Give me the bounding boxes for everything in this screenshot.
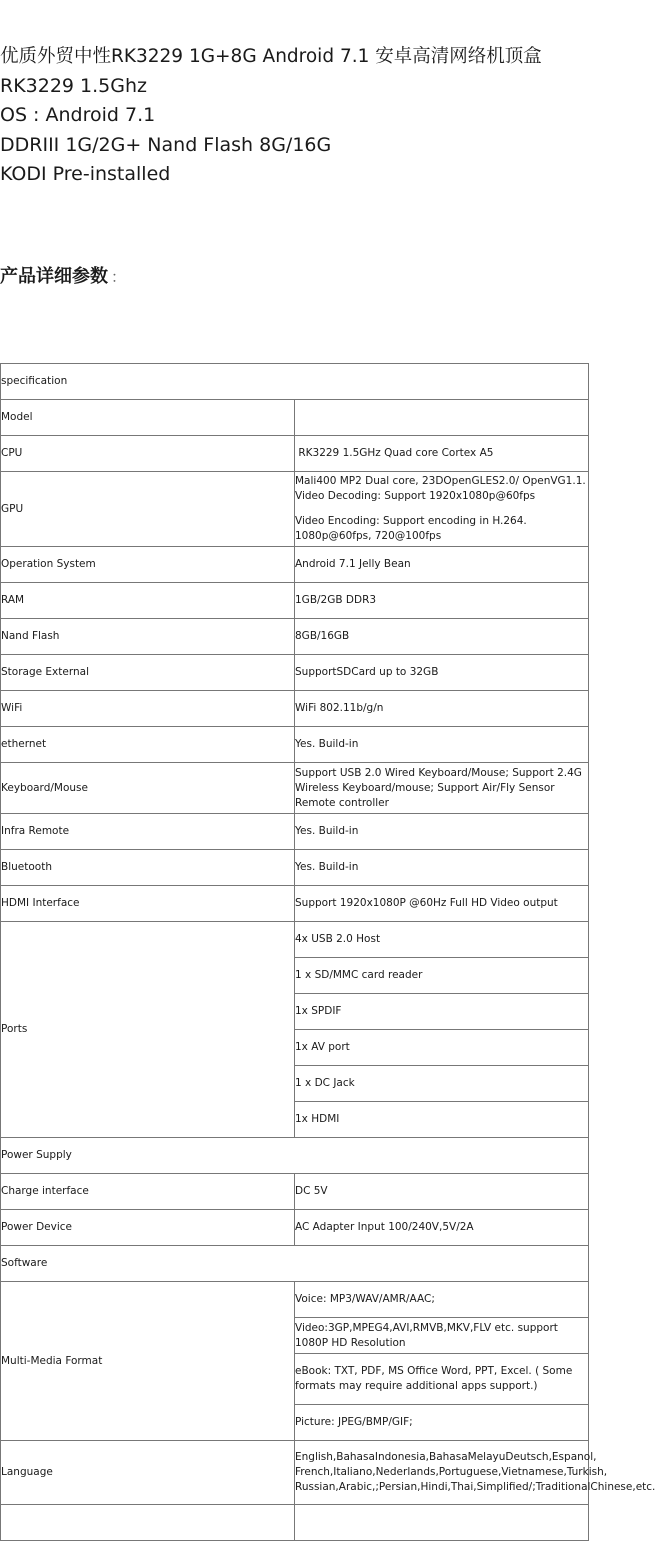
label-empty [1, 1505, 295, 1541]
value-port: 1x AV port [295, 1030, 589, 1066]
label-cpu: CPU [1, 436, 295, 472]
intro-line-kodi: KODI Pre-installed [0, 163, 171, 186]
value-keyboard: Support USB 2.0 Wired Keyboard/Mouse; Support 2.4G Wireless Keyboard/mouse; Support Air/Fly Sensor Remote controller [295, 763, 589, 814]
value-multimedia: Video:3GP,MPEG4,AVI,RMVB,MKV,FLV etc. support 1080P HD Resolution [295, 1318, 589, 1354]
table-row [1, 691, 589, 727]
section-title-text: 产品详细参数 [0, 266, 108, 287]
value-model [295, 400, 589, 436]
label-hdmi: HDMI Interface [1, 886, 295, 922]
table-row [1, 1282, 589, 1318]
value-gpu-encoding: Video Encoding: Support encoding in H.264. 1080p@60fps, 720@100fps [295, 515, 527, 542]
table-row [1, 1210, 589, 1246]
label-os: Operation System [1, 547, 295, 583]
table-row [1, 763, 589, 814]
table-row [1, 1246, 589, 1282]
label-charge: Charge interface [1, 1174, 295, 1210]
table-row [1, 1138, 589, 1174]
value-wifi: WiFi 802.11b/g/n [295, 691, 589, 727]
label-multimedia: Multi-Media Format [1, 1282, 295, 1441]
label-bluetooth: Bluetooth [1, 850, 295, 886]
label-gpu: GPU [1, 472, 295, 547]
label-ethernet: ethernet [1, 727, 295, 763]
intro-line-cpu: RK3229 1.5Ghz [0, 74, 148, 97]
value-multimedia: eBook: TXT, PDF, MS Office Word, PPT, Excel. ( Some formats may require additional apps support.) [295, 1354, 589, 1405]
value-empty [295, 1505, 589, 1541]
value-gpu-decoding: Mali400 MP2 Dual core, 23DOpenGLES2.0/ OpenVG1.1. Video Decoding: Support 1920x1080p@60fps [295, 475, 586, 502]
table-row [1, 1505, 589, 1541]
table-row [1, 814, 589, 850]
section-software: Software [1, 1246, 589, 1282]
value-hdmi: Support 1920x1080P @60Hz Full HD Video output [295, 886, 589, 922]
label-power-device: Power Device [1, 1210, 295, 1246]
value-ram: 1GB/2GB DDR3 [295, 583, 589, 619]
label-storage: Storage External [1, 655, 295, 691]
table-row [1, 364, 589, 400]
value-cpu: RK3229 1.5GHz Quad core Cortex A5 [295, 436, 589, 472]
section-power-supply: Power Supply [1, 1138, 589, 1174]
label-wifi: WiFi [1, 691, 295, 727]
value-ethernet: Yes. Build-in [295, 727, 589, 763]
label-nand: Nand Flash [1, 619, 295, 655]
label-language: Language [1, 1441, 295, 1505]
value-os: Android 7.1 Jelly Bean [295, 547, 589, 583]
intro-block [0, 42, 620, 190]
value-port: 1x SPDIF [295, 994, 589, 1030]
value-language: English,BahasaIndonesia,BahasaMelayuDeutsch,Espanol, French,Italiano,Nederlands,Portuguese,Vietnamese,Turkish, Russian,Arabic,;Persian,Hindi,Thai,Simplified/;TraditionalChinese,etc. [295, 1441, 589, 1505]
value-bluetooth: Yes. Build-in [295, 850, 589, 886]
value-charge: DC 5V [295, 1174, 589, 1210]
table-row [1, 922, 589, 958]
table-row [1, 619, 589, 655]
intro-line-memory: DDRIII 1G/2G+ Nand Flash 8G/16G [0, 133, 332, 156]
value-port: 1 x DC Jack [295, 1066, 589, 1102]
table-row [1, 583, 589, 619]
table-row [1, 850, 589, 886]
label-ram: RAM [1, 583, 295, 619]
section-title-colon: ： [111, 268, 127, 286]
table-row [1, 436, 589, 472]
spec-table [0, 363, 655, 1541]
label-keyboard: Keyboard/Mouse [1, 763, 295, 814]
value-port: 4x USB 2.0 Host [295, 922, 589, 958]
table-row [1, 547, 589, 583]
table-row [1, 400, 589, 436]
table-row [1, 1174, 589, 1210]
intro-line-os: OS : Android 7.1 [0, 104, 156, 127]
table-row [1, 1441, 589, 1505]
value-power-device: AC Adapter Input 100/240V,5V/2A [295, 1210, 589, 1246]
value-infra: Yes. Build-in [295, 814, 589, 850]
section-title [0, 262, 126, 288]
table-row [1, 472, 589, 547]
value-port: 1x HDMI [295, 1102, 589, 1138]
value-multimedia: Voice: MP3/WAV/AMR/AAC; [295, 1282, 589, 1318]
value-multimedia: Picture: JPEG/BMP/GIF; [295, 1405, 589, 1441]
label-infra: Infra Remote [1, 814, 295, 850]
value-gpu [295, 472, 589, 547]
label-model: Model [1, 400, 295, 436]
value-storage: SupportSDCard up to 32GB [295, 655, 589, 691]
value-nand: 8GB/16GB [295, 619, 589, 655]
table-row [1, 727, 589, 763]
table-row [1, 886, 589, 922]
value-port: 1 x SD/MMC card reader [295, 958, 589, 994]
label-ports: Ports [1, 922, 295, 1138]
spec-header-cell: specification [1, 364, 589, 400]
table-row [1, 655, 589, 691]
product-title: 优质外贸中性RK3229 1G+8G Android 7.1 安卓高清网络机顶盒 [0, 46, 542, 67]
